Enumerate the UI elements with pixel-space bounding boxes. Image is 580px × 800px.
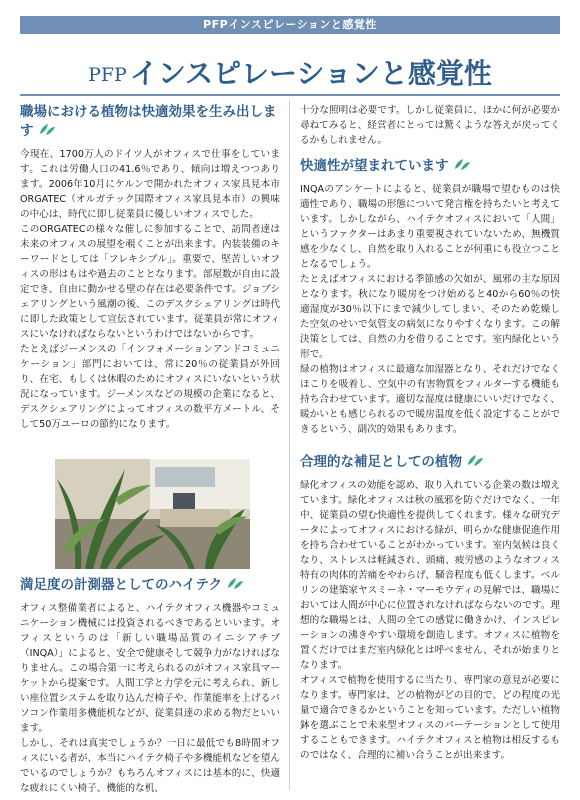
title-japanese: インスピレーションと感覚性: [129, 57, 492, 90]
paragraph: 緑化オフィスの効能を認め、取り入れている企業の数は増えています。緑化オフィスは秋の風邪を防ぐだけでなく、一年中、従業員の望む快適性を提供してくれます。様々な研究データによってオフィスにおける緑が、明らかな健康促進作用を持ち合わせていることがわかっています。室内気候は良くなり、ストレスは軽減され、頭痛、疲労感のようなオフィス特有の肉体的苦痛をやわらげ、騒音程度も低くします。ベルリンの建築家ヤスミーネ・マーモウディの見解では、職場においては人間が中心に位置されなければならないのです。理想的な職場とは、人間の全ての感覚に働きかけ、インスピレーションの沸きやすい環境を創造します。オフィスに植物を置くだけではまだ室内緑化とは呼べません、それが始まりとなります。: [300, 480, 560, 671]
section-heading: 職場における植物は快適効果を生み出します: [20, 104, 277, 139]
column-divider: [289, 100, 290, 790]
section-plants-comfort: [20, 103, 280, 432]
section-comfort: [300, 103, 560, 437]
paragraph: オフィス整備業者によると、ハイテクオフィス機器やコミュニケーション機械には投資されるべきであるといいます。オフィスというのは「新しい職場品質のイニシアチブ（INQA）」によると、安全で健康そして競争力がなければなりません。この場合第一に考えられるのがオフィス家具マーケットから提案です。人間工学と力学を元に考えられ、新しい座位置システムを取り込んだ椅子や、作業能率を上げるパソコン作業用多機能机などが、従業員達の求める物だといいます。: [20, 603, 280, 734]
page-title: [20, 52, 560, 92]
paragraph: オフィスで植物を使用するに当たり、専門家の意見が必要になります。専門家は、どの植物がどの目的で、どの程度の光量で適合できるかということを知っています。ただしい植物鉢を選ぶことで未来型オフィスのパーテーションとして使用することもできます。ハイテクオフィスと植物は相反するものではなく、合理的に補い合うことが出来ます。: [300, 675, 560, 761]
section-heading: 満足度の計測器としてのハイテク: [20, 576, 280, 595]
paragraph: INQAのアンケートによると、従業員が職場で望むものは快適性であり、職場の形態について発言権を持ちたいと考えています。しかしながら、ハイテクオフィスにおいて「人間」というファクターはあまり重要視されていないため、無機質感を少なくし、自然を取り入れることが何重にも役立つこととなるでしょう。: [300, 184, 560, 270]
header-band: PFPインスピレーションと感覚性: [20, 16, 560, 34]
title-latin: PFP: [88, 64, 127, 86]
paragraph: たとえばオフィスにおける季節感の欠如が、風邪の主な原因となります。秋になり暖房をつけ始めると40から60％の快適湿度が30％以下にまで減少してしまい、そのため乾燥した空気のせいで気管支の病気になりやすくなります。この解決策としては、自然の力を借りることです。室内緑化という形で。: [300, 274, 560, 360]
paragraph: しかし、それは真実でしょうか？一日に最低でも8時間オフィスにいる者が、本当にハイテク椅子や多機能机などを望んでいるのでしょうか？もちろんオフィスには基本的に、快適な疲れにくい椅子、機能的な机、: [20, 738, 280, 794]
section-heading: 快適性が望まれています: [300, 157, 560, 176]
paragraph: 緑の植物はオフィスに最適な加湿器となり、それだけでなくほこりを吸着し、空気中の有害物質をフィルターする機能も持ち合わせています。適切な湿度は健康にいいだけでなく、暖かいとも感じられるので暖房温度を低く設定することができるという、副次的効果もあります。: [300, 364, 560, 435]
section-plants-supplement: [300, 453, 560, 763]
office-plants-photo: [55, 459, 250, 569]
paragraph: 十分な照明は必要です。しかし従業員に、ほかに何が必要か尋ねてみると、経営者にとっては驚くような答えが戻ってくるかもしれません。: [300, 105, 560, 146]
leaf-icon: [453, 158, 471, 171]
title-rule: [20, 94, 560, 96]
section-hightech: [20, 576, 280, 796]
paragraph: 今現在、1700万人のドイツ人がオフィスで仕事をしています。これは労働人口の41.6％であり、傾向は増えつつあります。2006年10月にケルンで開かれたオフィス家具見本市ORGATEC（オルガテック国際オフィス家具見本市）の興味の中心は、時代に即し従業員に優しいオフィスでした。: [20, 149, 280, 220]
section-heading: 合理的な補足としての植物: [300, 453, 560, 472]
paragraph: このORGATECの様々な催しに参加することで、訪問者達は未来のオフィスの展望を覗くことが出来ます。内装装備のキーワードとしては「フレキシブル」。重要で、堅苦しいオフィスの形はもはや過去のこととなります。部屋数が自由に設定でき、自由に動かせる壁の存在は必要条件です。ジョブシェアリングという風潮の後、このデスクシェアリングは時代に即した政策として宣伝されています。従業員が常にオフィスにいなければならないというわけではないからです。: [20, 224, 280, 340]
leaf-icon: [466, 454, 484, 467]
leaf-icon: [226, 577, 244, 590]
paragraph: たとえばジーメンスの「インフォメーションアンドコミュニケーション」部門においては、常に20％の従業員が外回り、在宅、もしくは休暇のためにオフィスにいないという状況になっています。ジーメンスなどの規模の企業になると、デスクシェアリングによってオフィスの数平方メートル、そして50万ユーロの節約になります。: [20, 344, 280, 430]
leaf-icon: [38, 123, 56, 136]
